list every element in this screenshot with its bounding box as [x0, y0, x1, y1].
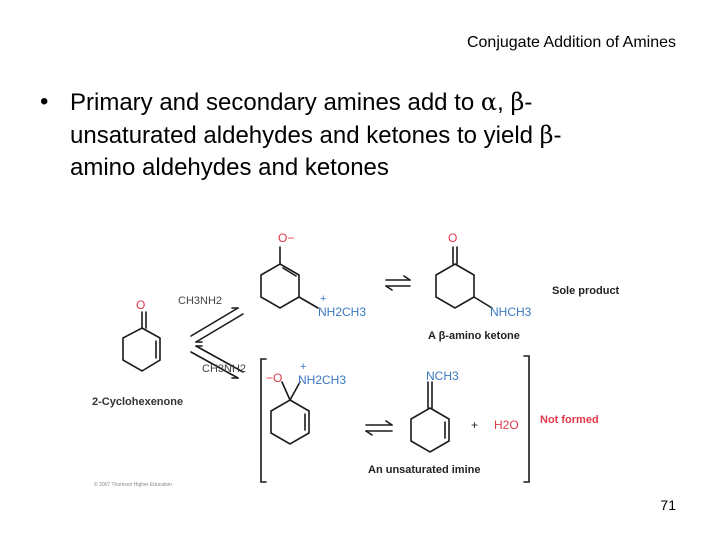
water-label: H2O: [494, 418, 519, 432]
alpha-symbol: α: [480, 88, 498, 116]
imine-structure: [411, 382, 449, 452]
enolate-intermediate-structure: [261, 247, 318, 308]
ammonium-group-top: NH2CH3: [318, 305, 367, 319]
sole-product-note: Sole product: [552, 285, 620, 297]
enolate-oxygen-label: O−: [278, 231, 295, 245]
amino-ketone-structure: [436, 247, 492, 308]
bullet-text-part: -: [553, 122, 562, 149]
page-number: 71: [660, 497, 676, 513]
plus-sign: +: [471, 418, 479, 432]
beta-symbol: β: [510, 88, 525, 116]
bracket-right: [524, 356, 529, 482]
slide-title: Conjugate Addition of Amines: [466, 34, 676, 51]
copyright-notice: © 2007 Thomson Higher Education: [94, 482, 173, 488]
reagent-bottom-label: CH3NH2: [202, 363, 247, 375]
equilibrium-arrow-bottom: [366, 421, 392, 435]
imine-name: An unsaturated imine: [368, 464, 481, 476]
amine-group-label: NHCH3: [490, 305, 532, 319]
bullet-text-part: Primary and secondary amines add to: [70, 89, 481, 116]
bullet-text-part: -: [524, 89, 533, 116]
bullet-text-part: unsaturated aldehydes and ketones to yield: [70, 122, 540, 149]
ammonium-group-bottom: NH2CH3: [298, 373, 347, 387]
reaction-diagram: [80, 222, 640, 492]
equilibrium-arrow-top: [386, 276, 410, 290]
alkoxide-label: −O: [266, 371, 283, 385]
ammonium-plus-top: +: [320, 293, 327, 305]
imine-group-label: NCH3: [426, 369, 459, 383]
ammonium-plus-bottom: +: [300, 361, 307, 373]
ketone-oxygen-label: O: [448, 231, 458, 245]
bullet-line-3: [70, 152, 690, 184]
bullet-text-part: amino aldehydes and ketones: [70, 154, 389, 181]
not-formed-note: Not formed: [540, 414, 599, 426]
equilibrium-arrow-left-up: [191, 308, 243, 342]
beta-symbol: β: [539, 121, 554, 149]
cyclohexenone-structure: [123, 312, 160, 371]
reagent-top-label: CH3NH2: [178, 295, 223, 307]
bullet-dot: •: [40, 88, 49, 115]
reactant-name: 2-Cyclohexenone: [92, 396, 184, 408]
bullet-text: [70, 86, 690, 184]
bullet-text-part: ,: [497, 89, 511, 116]
bullet-line-1: [70, 86, 690, 119]
bullet-line-2: [70, 119, 690, 152]
tetrahedral-intermediate-structure: [271, 382, 309, 444]
amino-ketone-name: A β-amino ketone: [428, 330, 520, 342]
reactant-oxygen-label: O: [136, 298, 146, 312]
